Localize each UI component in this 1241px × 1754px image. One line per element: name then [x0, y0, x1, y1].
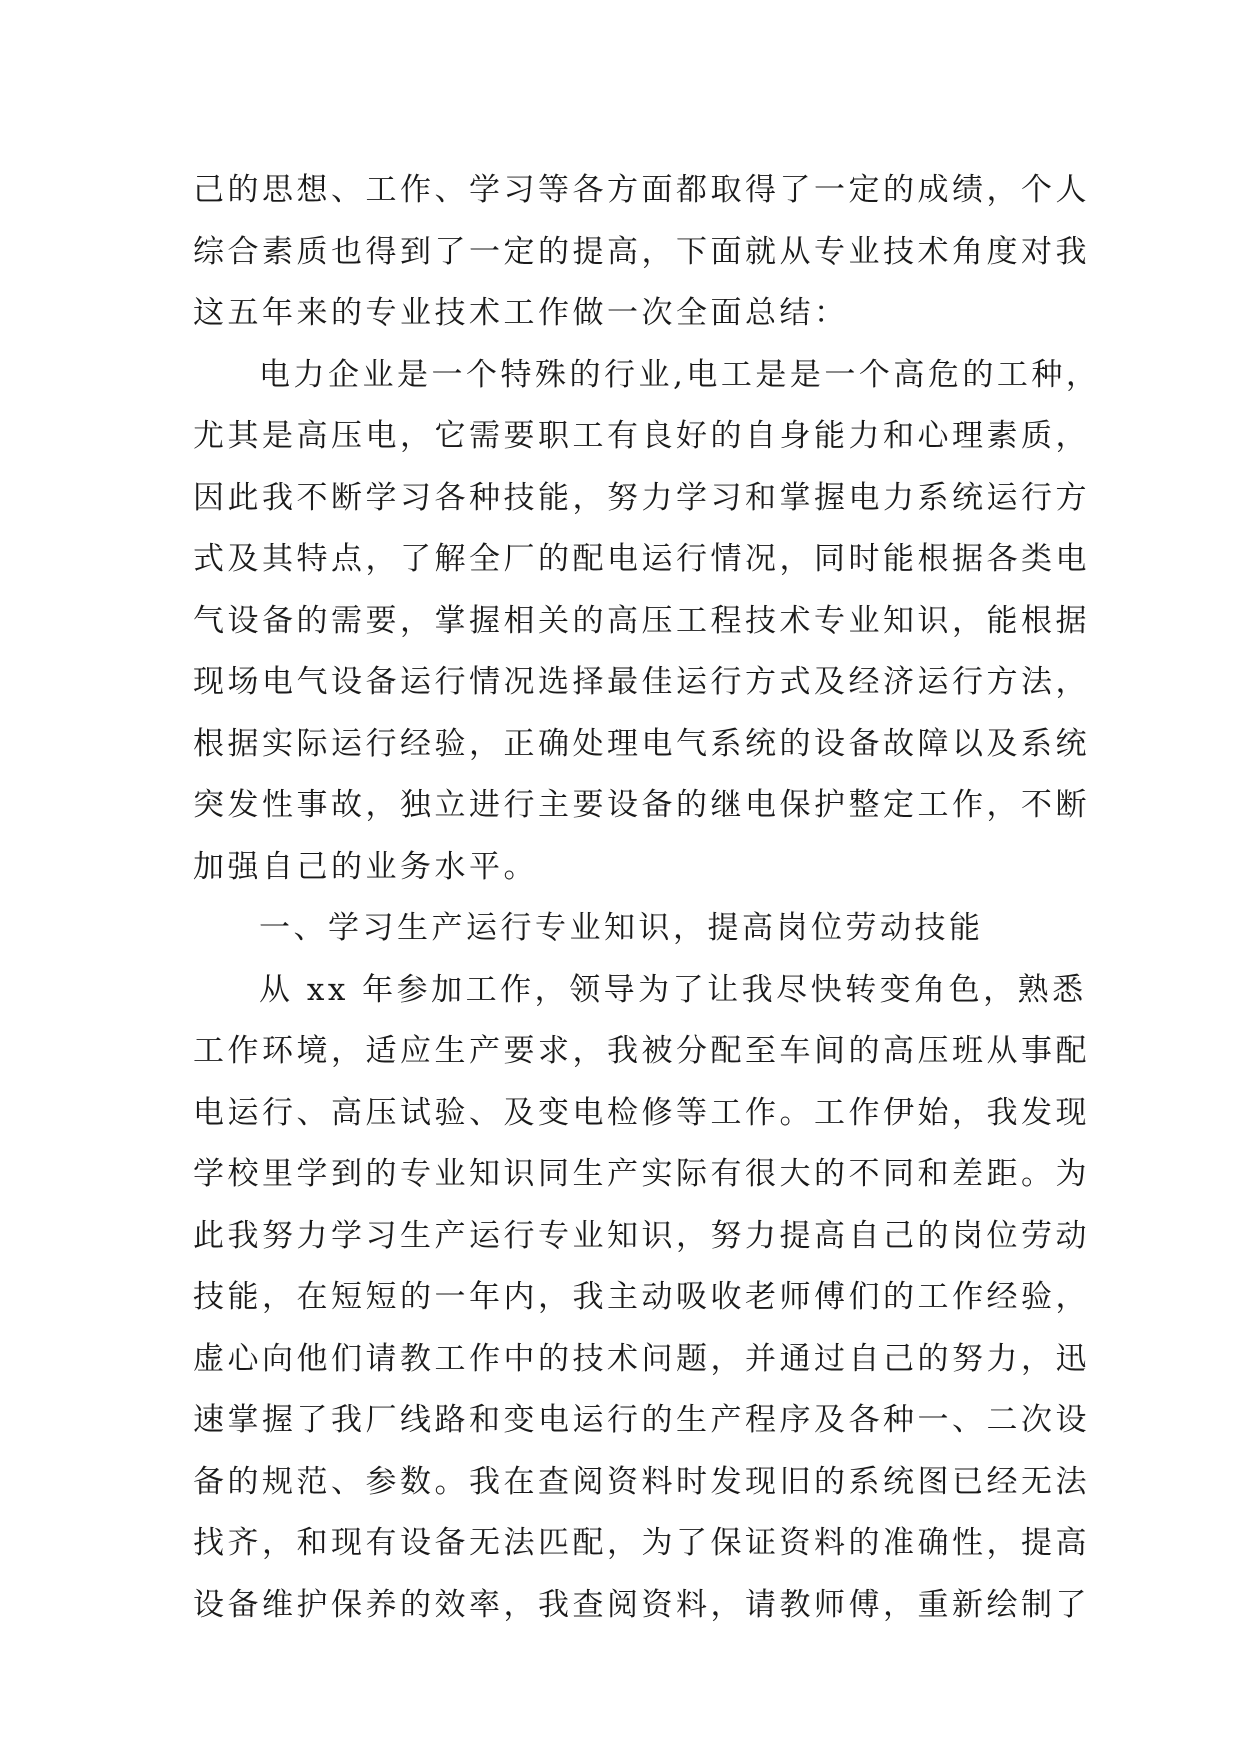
text-line: 虚心向他们请教工作中的技术问题，并通过自己的努力，迅 [193, 1340, 1090, 1377]
text-line: 速掌握了我厂线路和变电运行的生产程序及各种一、二次设 [193, 1402, 1090, 1438]
text-line: 工作环境，适应生产要求，我被分配至车间的高压班从事配 [193, 1033, 1090, 1069]
text-line: 综合素质也得到了一定的提高，下面就从专业技术角度对我 [193, 233, 1090, 270]
text-line: 设备维护保养的效率，我查阅资料，请教师傅，重新绘制了 [193, 1586, 1090, 1623]
text-line: 尤其是高压电，它需要职工有良好的自身能力和心理素质， [193, 418, 1090, 454]
text-line: 现场电气设备运行情况选择最佳运行方式及经济运行方法， [193, 664, 1090, 700]
text-line: 电运行、高压试验、及变电检修等工作。工作伊始，我发现 [193, 1094, 1090, 1131]
text-line: 根据实际运行经验，正确处理电气系统的设备故障以及系统 [193, 725, 1090, 762]
text-line: 气设备的需要，掌握相关的高压工程技术专业知识，能根据 [193, 602, 1090, 639]
document-body [193, 160, 1101, 1636]
paragraph-start-line: 从 xx 年参加工作，领导为了让我尽快转变角色，熟悉 [259, 971, 1087, 1008]
text-line: 找齐，和现有设备无法匹配，为了保证资料的准确性，提高 [193, 1525, 1090, 1561]
paragraph-start-line: 电力企业是一个特殊的行业,电工是是一个高危的工种， [259, 356, 1101, 393]
text-line: 技能，在短短的一年内，我主动吸收老师傅们的工作经验， [193, 1279, 1090, 1315]
text-line: 加强自己的业务水平。 [193, 848, 538, 885]
text-line: 式及其特点，了解全厂的配电运行情况，同时能根据各类电 [193, 541, 1090, 577]
section-heading: 一、学习生产运行专业知识，提高岗位劳动技能 [259, 910, 984, 946]
text-line: 己的思想、工作、学习等各方面都取得了一定的成绩，个人 [193, 172, 1090, 208]
text-line: 此我努力学习生产运行专业知识，努力提高自己的岗位劳动 [193, 1217, 1090, 1254]
text-line: 这五年来的专业技术工作做一次全面总结： [193, 295, 849, 331]
text-line: 学校里学到的专业知识同生产实际有很大的不同和差距。为 [193, 1156, 1090, 1192]
text-line: 备的规范、参数。我在查阅资料时发现旧的系统图已经无法 [193, 1463, 1090, 1500]
text-line: 因此我不断学习各种技能，努力学习和掌握电力系统运行方 [193, 479, 1090, 516]
text-line: 突发性事故，独立进行主要设备的继电保护整定工作，不断 [193, 787, 1090, 823]
